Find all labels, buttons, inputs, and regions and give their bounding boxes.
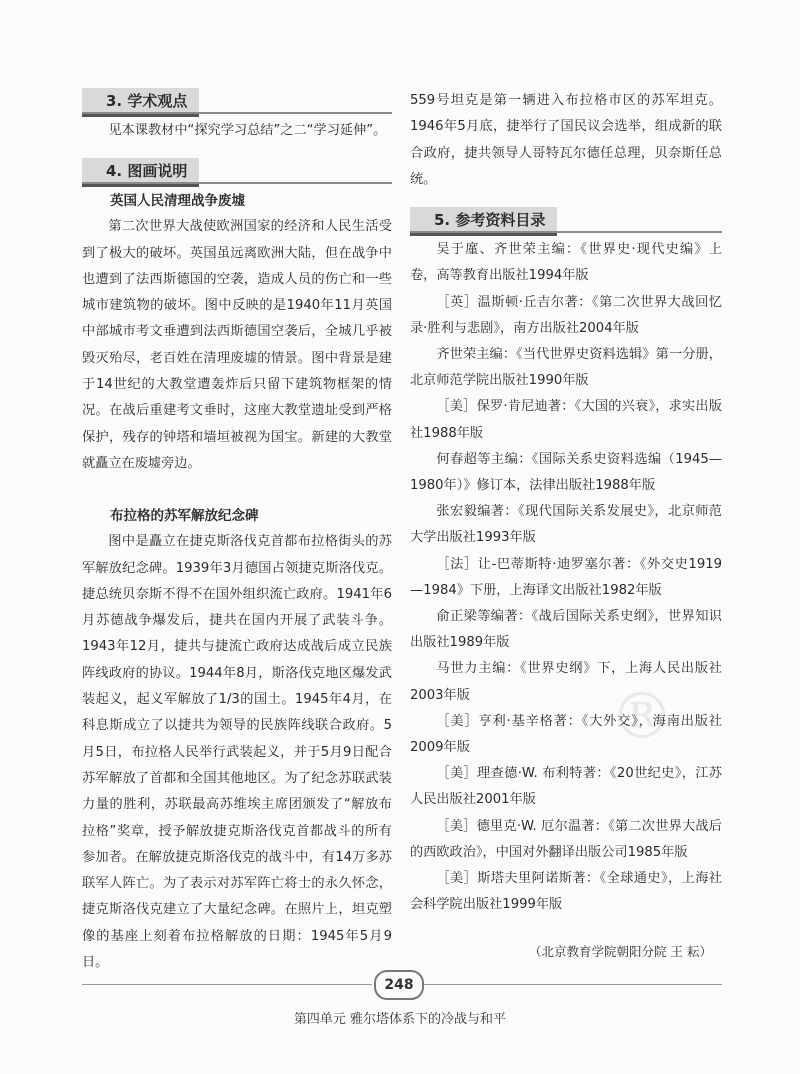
author-signature: （北京教育学院朝阳分院 王 耘） [529,944,712,960]
reference-item: 吴于廑、齐世荣主编：《世界史·现代史编》上卷，高等教育出版社1994年版 [410,242,722,284]
reference-item: ［美］德里克·W. 厄尔温著：《第二次世界大战后的西欧政治》，中国对外翻译出版公司1985年版 [410,818,722,860]
watermark-logo: ® [610,680,674,754]
reference-item: ［美］斯塔夫里阿诺斯著：《全球通史》，上海社会科学院出版社1999年版 [410,871,722,913]
footer-divider-left [82,984,372,985]
picture-1-text: 第二次世界大战使欧洲国家的经济和人民生活受到了极大的破坏。英国虽远离欧洲大陆，但在战争中也遭到了法西斯德国的空袭，造成人员的伤亡和一些城市建筑物的破坏。图中反映的是1940年11月英国中部城市考文垂遭到法西斯德国空袭后，全城几乎被毁灭殆尽，老百姓在清理废墟的情景。图中背景是建于14世纪的大教堂遭轰炸后只留下建筑物框架的情况。在战后重建考文垂时，这座大教堂遗址受到严格保护，残存的钟塔和墙垣被视为国宝。新建的大教堂就矗立在废墟旁边。 [82,219,392,471]
reference-item: ［英］温斯顿·丘吉尔著：《第二次世界大战回忆录·胜利与悲剧》，南方出版社2004年版 [410,294,722,336]
reference-item: 俞正梁等编著：《战后国际关系史纲》，世界知识出版社1989年版 [410,609,722,651]
reference-list [410,237,722,918]
picture-2-title: 布拉格的苏军解放纪念碑 [110,508,259,525]
picture-1-title: 英国人民清理战争废墟 [110,193,245,210]
continued-text: 559号坦克是第一辆进入布拉格市区的苏军坦克。1946年5月底，捷举行了国民议会选举，组成新的联合政府，捷共领导人哥特瓦尔德任总理，贝奈斯任总统。 [410,93,722,187]
section-4-heading: 4. 图画说明 [82,158,392,184]
reference-item: 张宏毅编著：《现代国际关系发展史》，北京师范大学出版社1993年版 [410,504,722,546]
reference-item: 何春超等主编：《国际关系史资料选编（1945—1980年）》修订本，法律出版社1988年版 [410,451,722,494]
reference-item: ［美］理查德·W. 布利特著：《20世纪史》，江苏人民出版社2001年版 [410,766,722,808]
reference-item: ［法］让-巴蒂斯特·迪罗塞尔著：《外交史1919—1984》下册，上海译文出版社1982年版 [410,556,722,598]
reference-item: ［美］保罗·肯尼迪著：《大国的兴衰》，求实出版社1988年版 [410,399,722,441]
section-3-text: 见本课教材中“探究学习总结”之二“学习延伸”。 [108,123,387,138]
reference-item: 齐世荣主编：《当代世界史资料选辑》第一分册，北京师范学院出版社1990年版 [410,347,722,389]
left-column [82,88,392,976]
reference-item: ［美］亨利·基辛格著：《大外交》，海南出版社2009年版 [410,713,722,756]
section-5-heading: 5. 参考资料目录 [410,207,722,233]
section-3-heading: 3. 学术观点 [82,88,392,114]
picture-2-text: 图中是矗立在捷克斯洛伐克首都布拉格街头的苏军解放纪念碑。1939年3月德国占领捷克斯洛伐克。捷总统贝奈斯不得不在国外组织流亡政府。1941年6月苏德战争爆发后，捷共在国内开展了武装斗争。1943年12月，捷共与捷流亡政府达成战后成立民族阵线政府的协议。1944年8月，斯洛伐克地区爆发武装起义，起义军解放了1/3的国土。1945年4月，在科息斯成立了以捷共为领导的民族阵线联合政府。5月5日，布拉格人民举行武装起义，并于5月9日配合苏军解放了首都和全国其他地区。为了纪念苏联武装力量的胜利，苏联最高苏维埃主席团颁发了“解放布拉格”奖章，授予解放捷克斯洛伐克首都战斗的所有参加者。在解放捷克斯洛伐克的战斗中，有14万多苏联军人阵亡。为了表示对苏军阵亡将士的永久怀念，捷克斯洛伐克建立了大量纪念碑。在照片上，坦克塑像的基座上刻着布拉格解放的日期：1945年5月9日。 [82,534,392,971]
page-number: 248 [374,970,424,1000]
unit-title: 第四单元 雅尔塔体系下的冷战与和平 [293,1012,507,1027]
footer-divider-right [424,984,722,985]
reference-item: 马世力主编：《世界史纲》下，上海人民出版社2003年版 [410,661,722,703]
right-column [410,88,722,964]
